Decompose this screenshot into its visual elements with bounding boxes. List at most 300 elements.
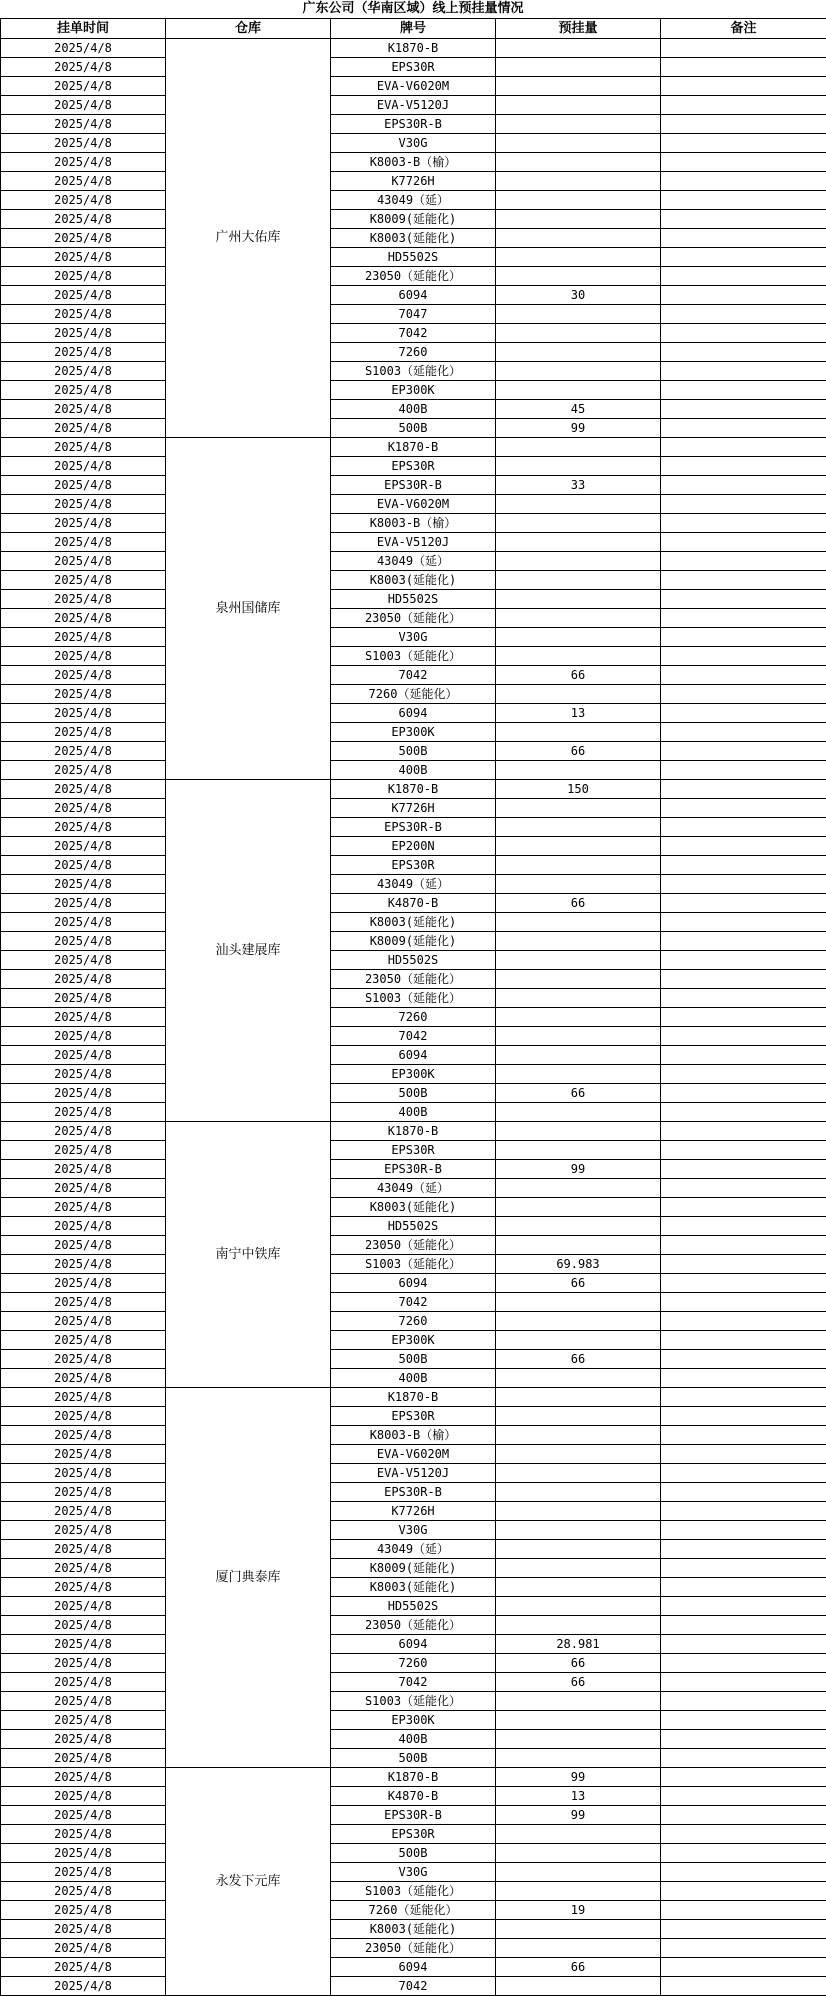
cell-remarks[interactable] [661, 932, 826, 951]
cell-grade[interactable]: EPS30R-B [331, 476, 496, 495]
cell-date[interactable]: 2025/4/8 [1, 77, 166, 96]
cell-grade[interactable]: 6094 [331, 286, 496, 305]
cell-remarks[interactable] [661, 552, 826, 571]
cell-remarks[interactable] [661, 1160, 826, 1179]
cell-date[interactable]: 2025/4/8 [1, 799, 166, 818]
cell-quantity[interactable]: 45 [496, 400, 661, 419]
cell-grade[interactable]: EP200N [331, 837, 496, 856]
cell-quantity[interactable]: 19 [496, 1901, 661, 1920]
cell-quantity[interactable] [496, 818, 661, 837]
cell-quantity[interactable] [496, 1065, 661, 1084]
cell-date[interactable]: 2025/4/8 [1, 1749, 166, 1768]
cell-remarks[interactable] [661, 685, 826, 704]
cell-remarks[interactable] [661, 837, 826, 856]
cell-quantity[interactable] [496, 951, 661, 970]
cell-grade[interactable]: K8003(延能化) [331, 1920, 496, 1939]
cell-grade[interactable]: 7042 [331, 1673, 496, 1692]
cell-remarks[interactable] [661, 742, 826, 761]
cell-remarks[interactable] [661, 1103, 826, 1122]
cell-quantity[interactable] [496, 1939, 661, 1958]
cell-grade[interactable]: HD5502S [331, 951, 496, 970]
cell-quantity[interactable]: 66 [496, 1654, 661, 1673]
cell-grade[interactable]: EP300K [331, 381, 496, 400]
cell-warehouse[interactable]: 南宁中铁库 [166, 1122, 331, 1388]
cell-grade[interactable]: EPS30R [331, 1825, 496, 1844]
cell-quantity[interactable] [496, 1426, 661, 1445]
cell-quantity[interactable]: 150 [496, 780, 661, 799]
cell-date[interactable]: 2025/4/8 [1, 134, 166, 153]
cell-quantity[interactable]: 66 [496, 1673, 661, 1692]
cell-remarks[interactable] [661, 780, 826, 799]
cell-date[interactable]: 2025/4/8 [1, 1787, 166, 1806]
cell-date[interactable]: 2025/4/8 [1, 780, 166, 799]
cell-quantity[interactable] [496, 989, 661, 1008]
cell-grade[interactable]: 7042 [331, 666, 496, 685]
cell-quantity[interactable] [496, 1141, 661, 1160]
cell-date[interactable]: 2025/4/8 [1, 875, 166, 894]
cell-quantity[interactable] [496, 153, 661, 172]
cell-grade[interactable]: 7260 [331, 1654, 496, 1673]
cell-grade[interactable]: EPS30R-B [331, 818, 496, 837]
cell-quantity[interactable] [496, 799, 661, 818]
cell-quantity[interactable] [496, 1616, 661, 1635]
cell-quantity[interactable]: 13 [496, 704, 661, 723]
cell-grade[interactable]: 23050（延能化） [331, 970, 496, 989]
cell-date[interactable]: 2025/4/8 [1, 647, 166, 666]
cell-grade[interactable]: 43049（延） [331, 1540, 496, 1559]
cell-quantity[interactable] [496, 1882, 661, 1901]
cell-grade[interactable]: K8003(延能化) [331, 913, 496, 932]
cell-quantity[interactable] [496, 172, 661, 191]
cell-date[interactable]: 2025/4/8 [1, 1597, 166, 1616]
cell-remarks[interactable] [661, 856, 826, 875]
cell-grade[interactable]: K8009(延能化) [331, 932, 496, 951]
cell-grade[interactable]: HD5502S [331, 1217, 496, 1236]
cell-remarks[interactable] [661, 1046, 826, 1065]
cell-remarks[interactable] [661, 362, 826, 381]
cell-grade[interactable]: 400B [331, 1730, 496, 1749]
cell-date[interactable]: 2025/4/8 [1, 1540, 166, 1559]
cell-grade[interactable]: S1003（延能化） [331, 1255, 496, 1274]
cell-remarks[interactable] [661, 1027, 826, 1046]
cell-grade[interactable]: EP300K [331, 1065, 496, 1084]
cell-date[interactable]: 2025/4/8 [1, 1616, 166, 1635]
cell-remarks[interactable] [661, 533, 826, 552]
cell-grade[interactable]: 400B [331, 1103, 496, 1122]
cell-date[interactable]: 2025/4/8 [1, 1730, 166, 1749]
cell-date[interactable]: 2025/4/8 [1, 913, 166, 932]
cell-grade[interactable]: K8009(延能化) [331, 1559, 496, 1578]
cell-remarks[interactable] [661, 381, 826, 400]
cell-quantity[interactable] [496, 96, 661, 115]
cell-quantity[interactable]: 99 [496, 1806, 661, 1825]
cell-grade[interactable]: HD5502S [331, 590, 496, 609]
cell-date[interactable]: 2025/4/8 [1, 1483, 166, 1502]
cell-grade[interactable]: 6094 [331, 1958, 496, 1977]
cell-date[interactable]: 2025/4/8 [1, 723, 166, 742]
cell-date[interactable]: 2025/4/8 [1, 1027, 166, 1046]
cell-quantity[interactable] [496, 1977, 661, 1996]
cell-quantity[interactable] [496, 134, 661, 153]
cell-remarks[interactable] [661, 1388, 826, 1407]
cell-remarks[interactable] [661, 989, 826, 1008]
cell-date[interactable]: 2025/4/8 [1, 1255, 166, 1274]
cell-date[interactable]: 2025/4/8 [1, 1521, 166, 1540]
cell-date[interactable]: 2025/4/8 [1, 362, 166, 381]
cell-remarks[interactable] [661, 400, 826, 419]
cell-quantity[interactable] [496, 571, 661, 590]
cell-remarks[interactable] [661, 1331, 826, 1350]
cell-date[interactable]: 2025/4/8 [1, 1920, 166, 1939]
cell-date[interactable]: 2025/4/8 [1, 1939, 166, 1958]
cell-quantity[interactable] [496, 837, 661, 856]
cell-quantity[interactable]: 99 [496, 1768, 661, 1787]
cell-date[interactable]: 2025/4/8 [1, 1084, 166, 1103]
cell-remarks[interactable] [661, 875, 826, 894]
cell-quantity[interactable] [496, 685, 661, 704]
cell-remarks[interactable] [661, 457, 826, 476]
cell-remarks[interactable] [661, 267, 826, 286]
cell-grade[interactable]: 23050（延能化） [331, 609, 496, 628]
cell-quantity[interactable]: 13 [496, 1787, 661, 1806]
cell-quantity[interactable] [496, 552, 661, 571]
cell-quantity[interactable] [496, 1559, 661, 1578]
cell-date[interactable]: 2025/4/8 [1, 609, 166, 628]
cell-quantity[interactable] [496, 1464, 661, 1483]
cell-grade[interactable]: 7042 [331, 1293, 496, 1312]
cell-date[interactable]: 2025/4/8 [1, 1844, 166, 1863]
cell-warehouse[interactable]: 泉州国储库 [166, 438, 331, 780]
cell-remarks[interactable] [661, 229, 826, 248]
cell-date[interactable]: 2025/4/8 [1, 514, 166, 533]
cell-remarks[interactable] [661, 495, 826, 514]
cell-quantity[interactable]: 99 [496, 419, 661, 438]
cell-remarks[interactable] [661, 514, 826, 533]
cell-remarks[interactable] [661, 704, 826, 723]
cell-remarks[interactable] [661, 39, 826, 58]
cell-date[interactable]: 2025/4/8 [1, 1464, 166, 1483]
cell-remarks[interactable] [661, 894, 826, 913]
cell-grade[interactable]: EPS30R [331, 58, 496, 77]
cell-date[interactable]: 2025/4/8 [1, 1350, 166, 1369]
cell-quantity[interactable]: 99 [496, 1160, 661, 1179]
cell-remarks[interactable] [661, 1597, 826, 1616]
cell-date[interactable]: 2025/4/8 [1, 248, 166, 267]
cell-date[interactable]: 2025/4/8 [1, 1141, 166, 1160]
cell-quantity[interactable] [496, 1198, 661, 1217]
cell-remarks[interactable] [661, 761, 826, 780]
cell-remarks[interactable] [661, 1711, 826, 1730]
cell-quantity[interactable] [496, 1445, 661, 1464]
cell-date[interactable]: 2025/4/8 [1, 115, 166, 134]
cell-quantity[interactable] [496, 647, 661, 666]
cell-quantity[interactable] [496, 1825, 661, 1844]
cell-date[interactable]: 2025/4/8 [1, 989, 166, 1008]
cell-grade[interactable]: K8003(延能化) [331, 571, 496, 590]
cell-remarks[interactable] [661, 153, 826, 172]
cell-date[interactable]: 2025/4/8 [1, 1274, 166, 1293]
cell-grade[interactable]: HD5502S [331, 1597, 496, 1616]
cell-quantity[interactable] [496, 1407, 661, 1426]
cell-remarks[interactable] [661, 1787, 826, 1806]
cell-quantity[interactable] [496, 1293, 661, 1312]
cell-grade[interactable]: V30G [331, 1521, 496, 1540]
cell-quantity[interactable] [496, 628, 661, 647]
cell-remarks[interactable] [661, 1616, 826, 1635]
cell-remarks[interactable] [661, 609, 826, 628]
cell-grade[interactable]: K1870-B [331, 438, 496, 457]
cell-grade[interactable]: V30G [331, 628, 496, 647]
cell-date[interactable]: 2025/4/8 [1, 58, 166, 77]
cell-remarks[interactable] [661, 96, 826, 115]
cell-grade[interactable]: 7260 [331, 343, 496, 362]
cell-quantity[interactable] [496, 77, 661, 96]
cell-grade[interactable]: EPS30R-B [331, 115, 496, 134]
cell-remarks[interactable] [661, 723, 826, 742]
cell-quantity[interactable] [496, 1483, 661, 1502]
cell-remarks[interactable] [661, 1901, 826, 1920]
cell-date[interactable]: 2025/4/8 [1, 1217, 166, 1236]
cell-remarks[interactable] [661, 58, 826, 77]
cell-quantity[interactable] [496, 1388, 661, 1407]
cell-quantity[interactable]: 30 [496, 286, 661, 305]
cell-grade[interactable]: 500B [331, 419, 496, 438]
cell-date[interactable]: 2025/4/8 [1, 495, 166, 514]
cell-quantity[interactable] [496, 1844, 661, 1863]
cell-date[interactable]: 2025/4/8 [1, 1692, 166, 1711]
cell-quantity[interactable] [496, 1312, 661, 1331]
cell-date[interactable]: 2025/4/8 [1, 400, 166, 419]
cell-grade[interactable]: 6094 [331, 1274, 496, 1293]
cell-grade[interactable]: S1003（延能化） [331, 1882, 496, 1901]
cell-remarks[interactable] [661, 343, 826, 362]
cell-quantity[interactable] [496, 1236, 661, 1255]
cell-grade[interactable]: 500B [331, 1749, 496, 1768]
cell-grade[interactable]: 400B [331, 400, 496, 419]
cell-grade[interactable]: 500B [331, 1350, 496, 1369]
cell-quantity[interactable] [496, 723, 661, 742]
cell-remarks[interactable] [661, 115, 826, 134]
cell-remarks[interactable] [661, 1198, 826, 1217]
cell-grade[interactable]: 7260 [331, 1312, 496, 1331]
cell-warehouse[interactable]: 广州大佑库 [166, 39, 331, 438]
cell-quantity[interactable] [496, 1692, 661, 1711]
cell-quantity[interactable] [496, 267, 661, 286]
cell-quantity[interactable] [496, 1103, 661, 1122]
cell-date[interactable]: 2025/4/8 [1, 837, 166, 856]
cell-quantity[interactable]: 33 [496, 476, 661, 495]
cell-grade[interactable]: K8003-B（榆） [331, 514, 496, 533]
cell-date[interactable]: 2025/4/8 [1, 1065, 166, 1084]
cell-remarks[interactable] [661, 1692, 826, 1711]
cell-quantity[interactable] [496, 875, 661, 894]
cell-grade[interactable]: EVA-V5120J [331, 96, 496, 115]
cell-grade[interactable]: S1003（延能化） [331, 1692, 496, 1711]
cell-quantity[interactable] [496, 305, 661, 324]
cell-date[interactable]: 2025/4/8 [1, 552, 166, 571]
cell-remarks[interactable] [661, 1084, 826, 1103]
cell-grade[interactable]: EP300K [331, 723, 496, 742]
cell-quantity[interactable] [496, 1179, 661, 1198]
cell-warehouse[interactable]: 厦门典泰库 [166, 1388, 331, 1768]
cell-remarks[interactable] [661, 1217, 826, 1236]
cell-date[interactable]: 2025/4/8 [1, 685, 166, 704]
cell-grade[interactable]: K8003(延能化) [331, 229, 496, 248]
cell-quantity[interactable] [496, 1008, 661, 1027]
cell-grade[interactable]: 7260（延能化） [331, 1901, 496, 1920]
cell-date[interactable]: 2025/4/8 [1, 1654, 166, 1673]
cell-grade[interactable]: EVA-V6020M [331, 495, 496, 514]
cell-grade[interactable]: 7042 [331, 1977, 496, 1996]
cell-remarks[interactable] [661, 1540, 826, 1559]
cell-date[interactable]: 2025/4/8 [1, 590, 166, 609]
cell-grade[interactable]: 7042 [331, 324, 496, 343]
cell-remarks[interactable] [661, 590, 826, 609]
cell-grade[interactable]: EVA-V5120J [331, 533, 496, 552]
cell-remarks[interactable] [661, 666, 826, 685]
cell-date[interactable]: 2025/4/8 [1, 1882, 166, 1901]
cell-date[interactable]: 2025/4/8 [1, 191, 166, 210]
cell-remarks[interactable] [661, 1464, 826, 1483]
cell-remarks[interactable] [661, 419, 826, 438]
cell-grade[interactable]: 500B [331, 742, 496, 761]
cell-remarks[interactable] [661, 210, 826, 229]
cell-date[interactable]: 2025/4/8 [1, 419, 166, 438]
cell-date[interactable]: 2025/4/8 [1, 1863, 166, 1882]
cell-remarks[interactable] [661, 1122, 826, 1141]
cell-date[interactable]: 2025/4/8 [1, 1312, 166, 1331]
cell-date[interactable]: 2025/4/8 [1, 1426, 166, 1445]
cell-grade[interactable]: EP300K [331, 1331, 496, 1350]
cell-remarks[interactable] [661, 1350, 826, 1369]
cell-remarks[interactable] [661, 77, 826, 96]
cell-grade[interactable]: 43049（延） [331, 552, 496, 571]
cell-quantity[interactable] [496, 1711, 661, 1730]
cell-date[interactable]: 2025/4/8 [1, 96, 166, 115]
cell-remarks[interactable] [661, 1578, 826, 1597]
cell-grade[interactable]: 7042 [331, 1027, 496, 1046]
cell-grade[interactable]: EPS30R-B [331, 1483, 496, 1502]
cell-grade[interactable]: EVA-V6020M [331, 77, 496, 96]
cell-date[interactable]: 2025/4/8 [1, 1160, 166, 1179]
cell-quantity[interactable] [496, 913, 661, 932]
cell-grade[interactable]: 500B [331, 1084, 496, 1103]
cell-quantity[interactable]: 66 [496, 1274, 661, 1293]
cell-remarks[interactable] [661, 799, 826, 818]
cell-date[interactable]: 2025/4/8 [1, 1711, 166, 1730]
cell-quantity[interactable] [496, 761, 661, 780]
cell-date[interactable]: 2025/4/8 [1, 286, 166, 305]
cell-quantity[interactable] [496, 1749, 661, 1768]
cell-date[interactable]: 2025/4/8 [1, 172, 166, 191]
cell-grade[interactable]: K1870-B [331, 1768, 496, 1787]
cell-grade[interactable]: K8003-B（榆） [331, 153, 496, 172]
cell-grade[interactable]: K1870-B [331, 1122, 496, 1141]
cell-date[interactable]: 2025/4/8 [1, 1236, 166, 1255]
cell-remarks[interactable] [661, 1844, 826, 1863]
cell-grade[interactable]: 7260 [331, 1008, 496, 1027]
cell-date[interactable]: 2025/4/8 [1, 894, 166, 913]
cell-quantity[interactable] [496, 1502, 661, 1521]
cell-grade[interactable]: 7260（延能化） [331, 685, 496, 704]
cell-quantity[interactable] [496, 1920, 661, 1939]
cell-remarks[interactable] [661, 1293, 826, 1312]
cell-remarks[interactable] [661, 476, 826, 495]
cell-remarks[interactable] [661, 1407, 826, 1426]
cell-remarks[interactable] [661, 1502, 826, 1521]
cell-grade[interactable]: K7726H [331, 172, 496, 191]
cell-date[interactable]: 2025/4/8 [1, 666, 166, 685]
cell-date[interactable]: 2025/4/8 [1, 1407, 166, 1426]
cell-quantity[interactable] [496, 362, 661, 381]
cell-quantity[interactable] [496, 1331, 661, 1350]
cell-remarks[interactable] [661, 286, 826, 305]
cell-date[interactable]: 2025/4/8 [1, 438, 166, 457]
cell-remarks[interactable] [661, 913, 826, 932]
cell-grade[interactable]: 23050（延能化） [331, 267, 496, 286]
cell-grade[interactable]: EP300K [331, 1711, 496, 1730]
cell-remarks[interactable] [661, 1255, 826, 1274]
cell-quantity[interactable] [496, 1597, 661, 1616]
cell-date[interactable]: 2025/4/8 [1, 970, 166, 989]
cell-date[interactable]: 2025/4/8 [1, 1103, 166, 1122]
cell-quantity[interactable] [496, 381, 661, 400]
cell-grade[interactable]: K8003(延能化) [331, 1198, 496, 1217]
cell-date[interactable]: 2025/4/8 [1, 324, 166, 343]
cell-remarks[interactable] [661, 248, 826, 267]
cell-grade[interactable]: EPS30R [331, 856, 496, 875]
cell-remarks[interactable] [661, 1008, 826, 1027]
cell-remarks[interactable] [661, 818, 826, 837]
cell-quantity[interactable] [496, 115, 661, 134]
cell-grade[interactable]: EVA-V5120J [331, 1464, 496, 1483]
cell-quantity[interactable]: 28.981 [496, 1635, 661, 1654]
cell-quantity[interactable] [496, 1027, 661, 1046]
cell-date[interactable]: 2025/4/8 [1, 1825, 166, 1844]
cell-date[interactable]: 2025/4/8 [1, 742, 166, 761]
cell-quantity[interactable] [496, 1730, 661, 1749]
cell-quantity[interactable] [496, 343, 661, 362]
cell-quantity[interactable]: 66 [496, 666, 661, 685]
cell-quantity[interactable] [496, 1369, 661, 1388]
cell-grade[interactable]: 43049（延） [331, 1179, 496, 1198]
cell-grade[interactable]: EVA-V6020M [331, 1445, 496, 1464]
cell-remarks[interactable] [661, 1236, 826, 1255]
cell-warehouse[interactable]: 汕头建展库 [166, 780, 331, 1122]
cell-quantity[interactable] [496, 495, 661, 514]
cell-remarks[interactable] [661, 1768, 826, 1787]
cell-remarks[interactable] [661, 1483, 826, 1502]
cell-grade[interactable]: 7047 [331, 305, 496, 324]
cell-remarks[interactable] [661, 970, 826, 989]
cell-grade[interactable]: 6094 [331, 1046, 496, 1065]
cell-date[interactable]: 2025/4/8 [1, 1768, 166, 1787]
cell-date[interactable]: 2025/4/8 [1, 305, 166, 324]
cell-quantity[interactable] [496, 533, 661, 552]
cell-date[interactable]: 2025/4/8 [1, 1179, 166, 1198]
cell-remarks[interactable] [661, 1958, 826, 1977]
cell-quantity[interactable] [496, 609, 661, 628]
cell-grade[interactable]: S1003（延能化） [331, 362, 496, 381]
cell-date[interactable]: 2025/4/8 [1, 39, 166, 58]
cell-remarks[interactable] [661, 305, 826, 324]
cell-remarks[interactable] [661, 1426, 826, 1445]
cell-remarks[interactable] [661, 438, 826, 457]
cell-date[interactable]: 2025/4/8 [1, 571, 166, 590]
cell-quantity[interactable]: 66 [496, 1084, 661, 1103]
cell-grade[interactable]: 23050（延能化） [331, 1236, 496, 1255]
cell-date[interactable]: 2025/4/8 [1, 476, 166, 495]
